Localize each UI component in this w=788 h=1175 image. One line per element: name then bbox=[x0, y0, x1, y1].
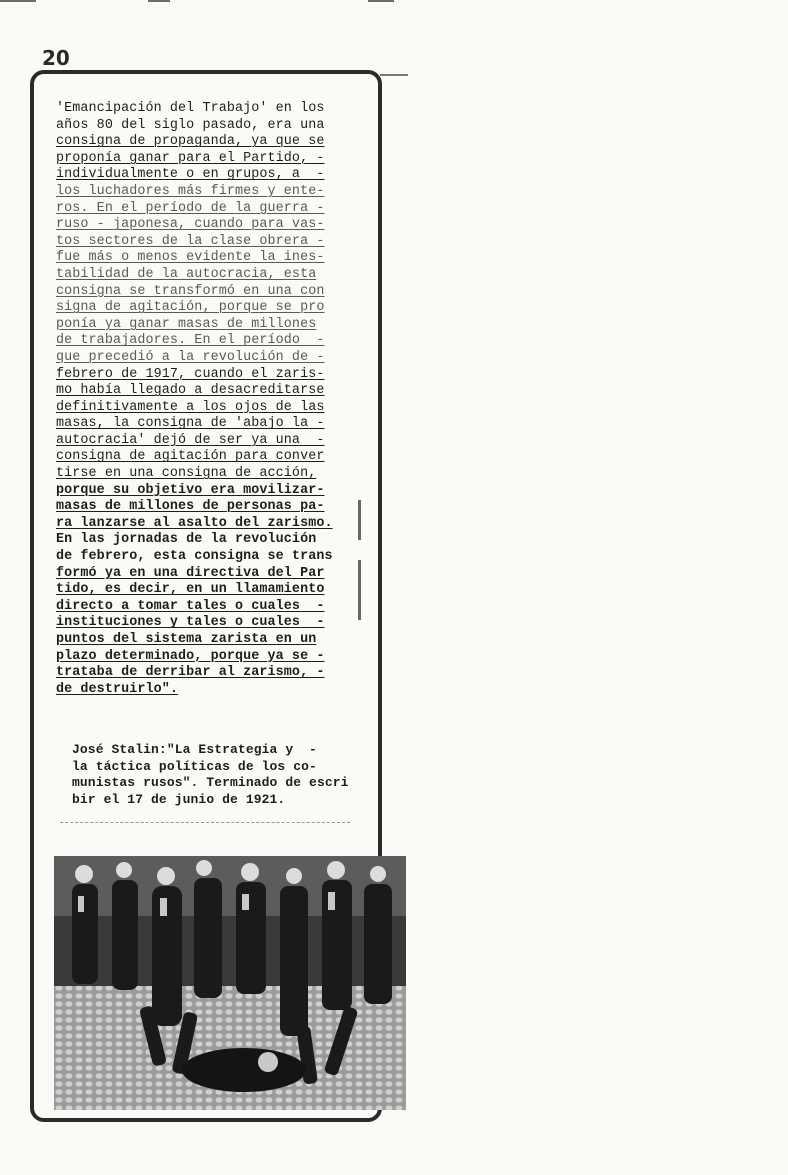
text-line: autocracia' dejó de ser ya una - bbox=[56, 432, 325, 448]
text-line: En las jornadas de la revolución bbox=[56, 532, 317, 548]
text-line: de trabajadores. En el período - bbox=[56, 333, 325, 349]
text-line: 'Emancipación del Trabajo' en los bbox=[56, 101, 325, 116]
text-line: instituciones y tales o cuales - bbox=[56, 615, 325, 631]
citation-line: bir el 17 de junio de 1921. bbox=[72, 791, 286, 807]
margin-mark bbox=[358, 500, 361, 540]
text-line: de destruirlo". bbox=[56, 681, 179, 697]
text-line: tirse en una consigna de acción, bbox=[56, 466, 317, 482]
frame-tail-rule bbox=[380, 74, 408, 76]
text-line: plazo determinado, porque ya se - bbox=[56, 648, 325, 664]
top-edge-rule bbox=[0, 0, 36, 2]
citation-line: munistas rusos". Terminado de escri bbox=[72, 775, 349, 790]
text-line: trataba de derribar al zarismo, - bbox=[56, 665, 325, 681]
text-line: consigna se transformó en una con bbox=[56, 283, 325, 299]
text-line: fue más o menos evidente la ines- bbox=[56, 250, 325, 266]
crowd-photo bbox=[54, 856, 406, 1110]
text-line: puntos del sistema zarista en un bbox=[56, 632, 317, 647]
text-line: tido, es decir, en un llamamiento bbox=[56, 582, 325, 598]
text-line: formó ya en una directiva del Par bbox=[56, 565, 325, 581]
text-line: signa de agitación, porque se pro bbox=[56, 300, 325, 316]
text-line: masas de millones de personas pa- bbox=[56, 499, 325, 515]
text-line: tos sectores de la clase obrera - bbox=[56, 233, 325, 249]
text-line: que precedió a la revolución de - bbox=[56, 349, 325, 365]
text-line: tabilidad de la autocracia, esta bbox=[56, 266, 317, 282]
page-number: 20 bbox=[42, 46, 70, 70]
citation-line: la táctica políticas de los co- bbox=[72, 758, 317, 774]
top-edge-rule bbox=[148, 0, 170, 2]
citation-line: José Stalin:"La Estrategia y - bbox=[72, 742, 317, 757]
citation bbox=[72, 742, 372, 808]
text-line: ra lanzarse al asalto del zarismo. bbox=[56, 515, 333, 531]
separator-dashes bbox=[60, 822, 350, 823]
text-line: individualmente o en grupos, a - bbox=[56, 167, 325, 183]
article-text bbox=[56, 101, 356, 698]
text-line: años 80 del siglo pasado, era una bbox=[56, 117, 325, 133]
text-line: definitivamente a los ojos de las bbox=[56, 399, 325, 415]
text-line: ros. En el período de la guerra - bbox=[56, 200, 325, 216]
text-line: de febrero, esta consigna se trans bbox=[56, 549, 333, 565]
top-edge-rule bbox=[368, 0, 394, 2]
text-line: mo había llegado a desacreditarse bbox=[56, 383, 325, 399]
text-line: ruso - japonesa, cuando para vas- bbox=[56, 217, 325, 233]
text-line: directo a tomar tales o cuales - bbox=[56, 598, 325, 614]
text-line: consigna de propaganda, ya que se bbox=[56, 134, 325, 150]
text-line: consigna de agitación para conver bbox=[56, 449, 325, 465]
text-line: febrero de 1917, cuando el zaris- bbox=[56, 366, 325, 382]
margin-mark bbox=[358, 560, 361, 620]
text-line: ponía ya ganar masas de millones bbox=[56, 316, 317, 332]
text-line: porque su objetivo era movilizar- bbox=[56, 482, 325, 498]
text-line: proponía ganar para el Partido, - bbox=[56, 150, 325, 166]
text-line: masas, la consigna de 'abajo la - bbox=[56, 416, 325, 432]
text-line: los luchadores más firmes y ente- bbox=[56, 183, 325, 199]
